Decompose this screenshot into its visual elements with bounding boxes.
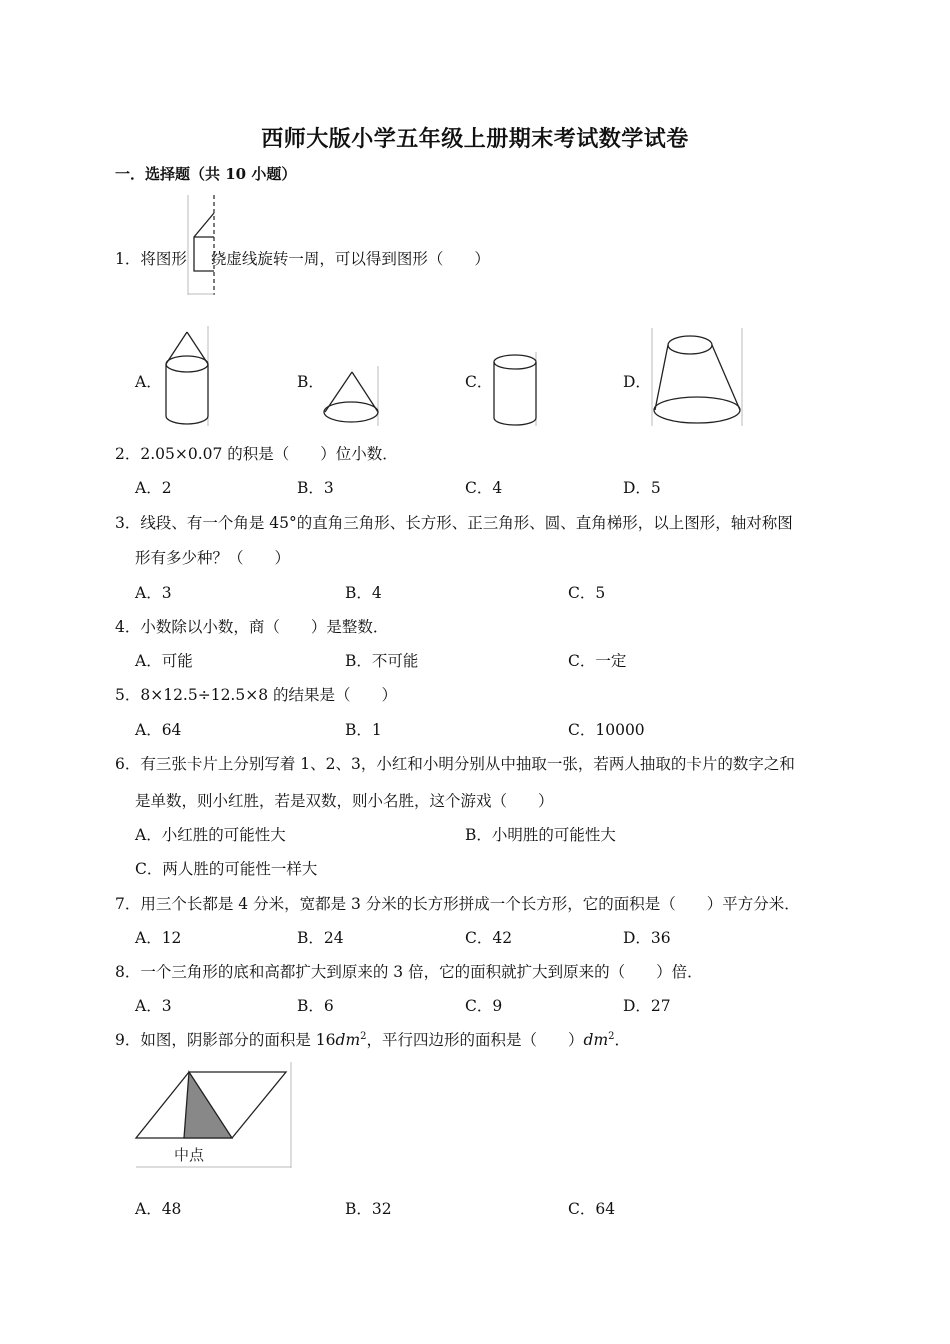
q3-option-a[interactable]: A．3: [135, 584, 172, 602]
q5-option-b[interactable]: B．1: [345, 721, 382, 739]
q9-midpoint-label: 中点: [174, 1146, 205, 1164]
question-4: 4．小数除以小数，商（ ）是整数．: [115, 618, 389, 636]
q1-figure-a-cone-cylinder: [160, 326, 212, 428]
q1-option-d[interactable]: D．: [623, 373, 651, 391]
q8-option-a[interactable]: A．3: [135, 997, 172, 1015]
q1-figure-b-cone: [320, 366, 382, 428]
q4-option-b[interactable]: B．不可能: [345, 652, 419, 670]
q7-option-c[interactable]: C．42: [465, 929, 513, 947]
question-6-line-1: 6．有三张卡片上分别写着 1、2、3，小红和小明分别从中抽取一张，若两人抽取的卡片的数字之和: [115, 755, 795, 773]
question-8: 8．一个三角形的底和高都扩大到原来的 3 倍，它的面积就扩大到原来的（ ）倍．: [115, 963, 703, 981]
q5-option-c[interactable]: C．10000: [568, 721, 645, 739]
q9-option-c[interactable]: C．64: [568, 1200, 616, 1218]
q2-option-c[interactable]: C．4: [465, 479, 503, 497]
q5-option-a[interactable]: A．64: [135, 721, 182, 739]
q9-unit-2: dm: [583, 1031, 609, 1049]
question-2: 2．2.05×0.07 的积是（ ）位小数．: [115, 445, 398, 463]
q9-exp-1: 2: [360, 1030, 367, 1042]
q1-option-b[interactable]: B．: [297, 373, 324, 391]
q9-parallelogram-figure: [134, 1062, 294, 1170]
q2-option-b[interactable]: B．3: [297, 479, 334, 497]
q7-option-d[interactable]: D．36: [623, 929, 671, 947]
q8-option-b[interactable]: B．6: [297, 997, 334, 1015]
q7-option-b[interactable]: B．24: [297, 929, 344, 947]
q9-option-a[interactable]: A．48: [135, 1200, 182, 1218]
q9-exp-2: 2: [608, 1030, 615, 1042]
q6-option-a[interactable]: A．小红胜的可能性大: [135, 826, 286, 844]
q2-option-d[interactable]: D．5: [623, 479, 661, 497]
q9-stem-b: ，平行四边形的面积是（ ）: [366, 1031, 584, 1049]
q6-option-b[interactable]: B．小明胜的可能性大: [465, 826, 616, 844]
q1-figure-c-cylinder: [490, 352, 540, 428]
q4-option-c[interactable]: C．一定: [568, 652, 627, 670]
q7-option-a[interactable]: A．12: [135, 929, 182, 947]
section-heading: 一．选择题（共 10 小题）: [115, 165, 297, 183]
question-7: 7．用三个长都是 4 分米，宽都是 3 分米的长方形拼成一个长方形，它的面积是（ ）平方分米．: [115, 895, 800, 913]
q8-option-c[interactable]: C．9: [465, 997, 503, 1015]
question-6-line-2: 是单数，则小红胜，若是双数，则小名胜，这个游戏（ ）: [135, 792, 554, 810]
q1-prefix: 1．将图形: [115, 250, 187, 268]
q1-option-c[interactable]: C．: [465, 373, 493, 391]
q8-option-d[interactable]: D．27: [623, 997, 671, 1015]
q6-option-c[interactable]: C．两人胜的可能性一样大: [135, 860, 318, 878]
q1-suffix: 绕虚线旋转一周，可以得到图形（ ）: [210, 250, 490, 268]
question-9: [115, 1028, 630, 1050]
q9-stem-a: 9．如图，阴影部分的面积是 16: [115, 1031, 336, 1049]
q9-unit-1: dm: [335, 1031, 361, 1049]
question-5: 5．8×12.5÷12.5×8 的结果是（ ）: [115, 686, 397, 704]
question-3-line-2: 形有多少种？（ ）: [135, 549, 291, 567]
q4-option-a[interactable]: A．可能: [135, 652, 193, 670]
q9-end: ．: [614, 1031, 631, 1049]
question-1: [115, 247, 490, 269]
q1-option-a[interactable]: A．: [135, 373, 162, 391]
question-3-line-1: 3．线段、有一个角是 45°的直角三角形、长方形、正三角形、圆、直角梯形，以上图形，轴对称图: [115, 514, 793, 532]
q1-figure-d-frustum: [650, 328, 746, 428]
page-title: 西师大版小学五年级上册期末考试数学试卷: [261, 126, 689, 152]
q9-option-b[interactable]: B．32: [345, 1200, 392, 1218]
q3-option-b[interactable]: B．4: [345, 584, 382, 602]
q3-option-c[interactable]: C．5: [568, 584, 606, 602]
q1-source-figure: [186, 195, 222, 297]
q2-option-a[interactable]: A．2: [135, 479, 172, 497]
